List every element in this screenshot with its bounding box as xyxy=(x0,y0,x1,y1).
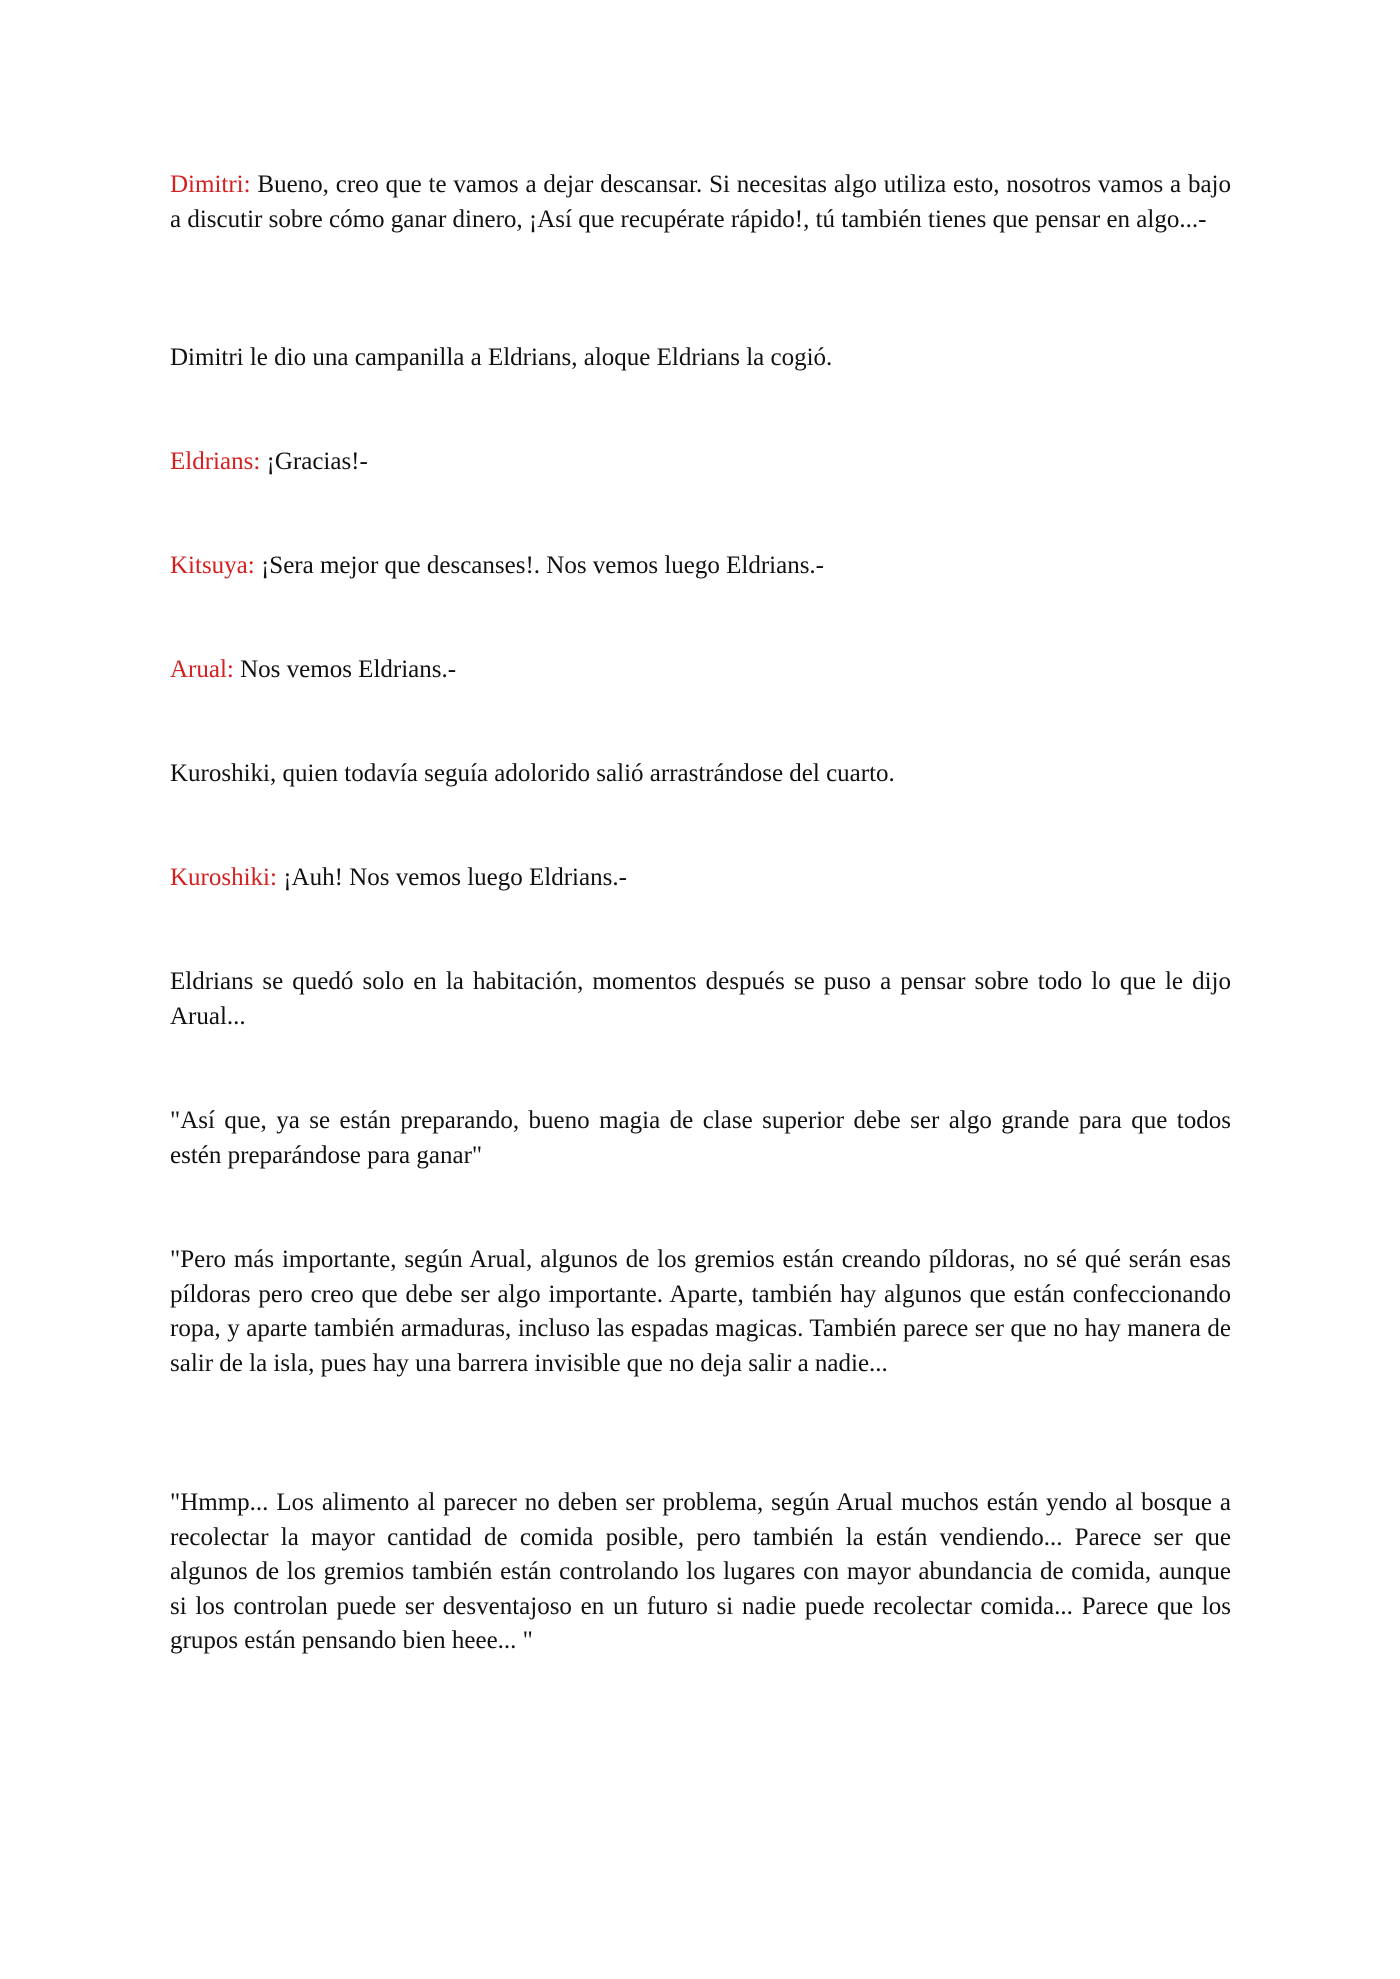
paragraph-arual-dialogue xyxy=(170,653,1231,688)
dialogue-text: ¡Sera mejor que descanses!. Nos vemos luego Eldrians.- xyxy=(254,552,825,579)
paragraph-thought xyxy=(170,1243,1231,1381)
speaker-label: Dimitri: xyxy=(170,171,251,198)
paragraph-narration xyxy=(170,757,1231,792)
speaker-label: Arual: xyxy=(170,656,234,683)
paragraph-thought xyxy=(170,1104,1231,1173)
paragraph-narration xyxy=(170,965,1231,1034)
dialogue-text: ¡Auh! Nos vemos luego Eldrians.- xyxy=(276,864,627,891)
speaker-label: Kitsuya: xyxy=(170,552,255,579)
speaker-label: Eldrians: xyxy=(170,448,261,475)
speaker-label: Kuroshiki: xyxy=(170,864,277,891)
thought-text: "Así que, ya se están preparando, bueno magia de clase superior debe ser algo grande para que todos estén preparándose para ganar" xyxy=(170,1107,1231,1169)
paragraph-dimitri-dialogue xyxy=(170,168,1231,237)
paragraph-eldrians-dialogue xyxy=(170,445,1231,480)
dialogue-text: Nos vemos Eldrians.- xyxy=(233,656,457,683)
narration-text: Kuroshiki, quien todavía seguía adolorido salió arrastrándose del cuarto. xyxy=(170,760,895,787)
narration-text: Eldrians se quedó solo en la habitación, momentos después se puso a pensar sobre todo lo que le dijo Arual... xyxy=(170,968,1231,1030)
paragraph-thought xyxy=(170,1486,1231,1659)
thought-text: "Pero más importante, según Arual, algunos de los gremios están creando píldoras, no sé qué serán esas píldoras pero creo que debe ser algo importante. Aparte, también hay algunos que están confeccionando ropa, y aparte también armaduras, incluso las espadas magicas. También parece ser que no hay manera de salir de la isla, pues hay una barrera invisible que no deja salir a nadie... xyxy=(170,1246,1231,1377)
paragraph-kitsuya-dialogue xyxy=(170,549,1231,584)
dialogue-text: ¡Gracias!- xyxy=(260,448,368,475)
thought-text: "Hmmp... Los alimento al parecer no deben ser problema, según Arual muchos están yendo al bosque a recolectar la mayor cantidad de comida posible, pero también la están vendiendo... Parece ser que algunos de los gremios también están controlando los lugares con mayor abundancia de comida, aunque si los controlan puede ser desventajoso en un futuro si nadie puede recolectar comida... Parece que los grupos están pensando bien heee... " xyxy=(170,1489,1231,1654)
narration-text: Dimitri le dio una campanilla a Eldrians, aloque Eldrians la cogió. xyxy=(170,344,833,371)
paragraph-narration xyxy=(170,341,1231,376)
paragraph-kuroshiki-dialogue xyxy=(170,861,1231,896)
dialogue-text: Bueno, creo que te vamos a dejar descansar. Si necesitas algo utiliza esto, nosotros vamos a bajo a discutir sobre cómo ganar dinero, ¡Así que recupérate rápido!, tú también tienes que pensar en algo...- xyxy=(170,171,1231,233)
